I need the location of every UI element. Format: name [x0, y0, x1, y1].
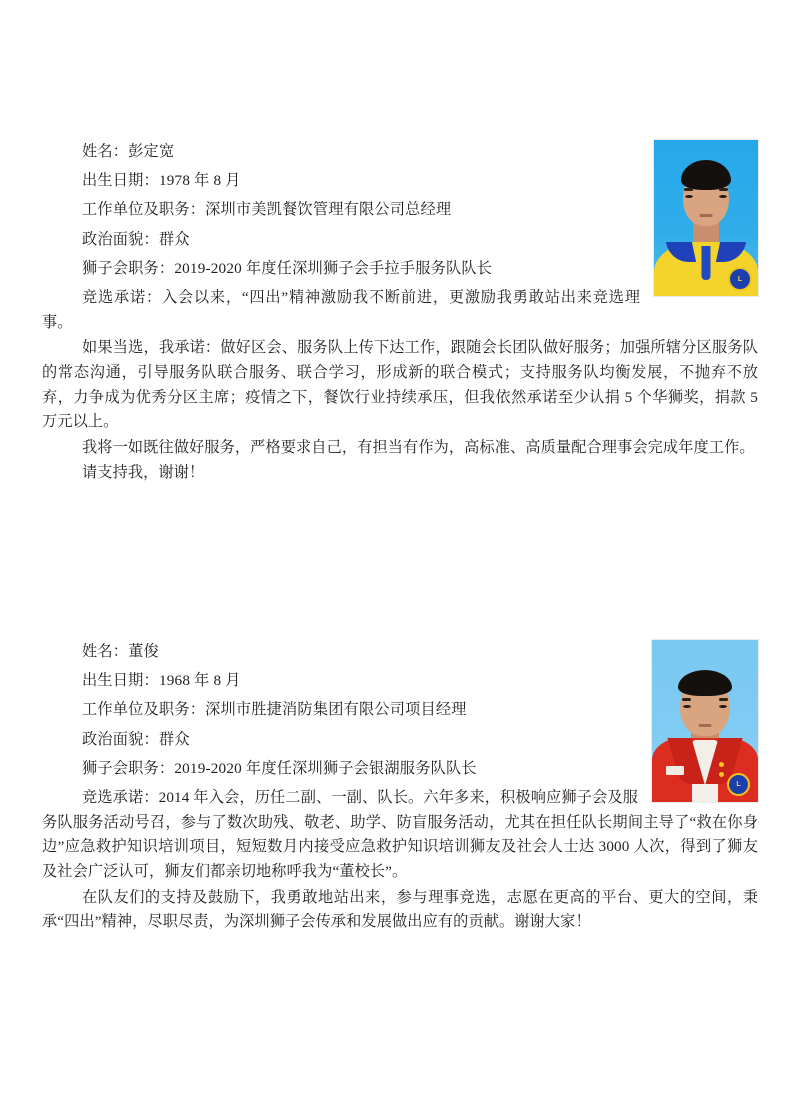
portrait-eye-right — [719, 195, 727, 198]
portrait-mouth — [700, 214, 713, 217]
service-statement-paragraph: 我将一如既往做好服务，严格要求自己，有担当有作为，高标准、高质量配合理事会完成年度工作。 — [82, 438, 755, 456]
field-label: 工作单位及职务： — [82, 201, 206, 219]
portrait-eyebrow-left — [682, 698, 691, 701]
field-label: 政治面貌： — [82, 730, 159, 748]
field-label: 出生日期： — [82, 672, 159, 690]
candidate-section — [42, 640, 758, 935]
field-value: 群众 — [158, 730, 190, 748]
polo-collar-right — [716, 242, 746, 262]
field-value: 2019-2020 年度任深圳狮子会银湖服务队队长 — [174, 759, 477, 777]
candidate-section — [42, 140, 758, 486]
field-employer-position — [42, 198, 758, 223]
candidate-portrait-photo — [654, 140, 758, 296]
field-value: 深圳市胜捷消防集团有限公司项目经理 — [205, 701, 467, 719]
field-label: 工作单位及职务： — [82, 701, 206, 719]
lapel-pin-icon — [719, 762, 724, 767]
field-label: 狮子会职务： — [82, 259, 175, 277]
portrait-mouth — [699, 724, 712, 727]
closing-paragraph: 在队友们的支持及鼓励下，我勇敢地站出来，参与理事竞选，志愿在更高的平台、更大的空间，秉承“四出”精神，尽职尽责，为深圳狮子会传承和发展做出应有的贡献。谢谢大家！ — [42, 888, 758, 931]
field-birthdate — [42, 169, 758, 194]
polo-collar-left — [666, 242, 696, 262]
polo-placket — [702, 246, 711, 280]
field-name — [42, 140, 758, 165]
portrait-eyebrow-right — [719, 188, 728, 191]
field-value: 董俊 — [128, 643, 159, 660]
field-lions-club-position — [42, 757, 758, 782]
campaign-pledge-paragraph: 竞选承诺：2014 年入会，历任二副、一副、队长。六年多来，积极响应狮子会及服务队服务活动号召，参与了数次助残、敬老、助学、防盲服务活动，尤其在担任队长期间主导了“救在你身边”应急救护知识培训项目，短短数月内接受应急救护知识培训狮友及社会人士达 3000 人次，得到了狮友及社会广泛认可，狮友们都亲切地称呼我为“董校长”。 — [42, 788, 758, 881]
portrait-eye-right — [719, 705, 727, 708]
field-label: 姓名： — [82, 143, 129, 160]
field-birthdate — [42, 669, 758, 694]
field-value: 深圳市美凯餐饮管理有限公司总经理 — [205, 201, 452, 219]
field-value: 1978 年 8 月 — [158, 172, 241, 190]
campaign-pledge-paragraph: 竞选承诺：入会以来，“四出”精神激励我不断前进，更激励我勇敢站出来竞选理事。 — [42, 288, 640, 331]
closing-paragraph: 请支持我，谢谢！ — [82, 464, 205, 481]
field-label: 政治面貌： — [82, 230, 159, 248]
field-lions-club-position — [42, 257, 758, 282]
lions-club-emblem-icon: L — [727, 773, 750, 796]
blazer-name-badge — [666, 766, 684, 775]
candidate-field-list — [42, 640, 758, 781]
lapel-pin-icon — [719, 772, 724, 777]
field-value: 彭定宽 — [128, 143, 175, 160]
field-name — [42, 640, 758, 665]
field-label: 姓名： — [82, 643, 129, 660]
portrait-eyebrow-right — [719, 698, 728, 701]
field-employer-position — [42, 698, 758, 723]
portrait-eyebrow-left — [684, 188, 693, 191]
field-label: 出生日期： — [82, 172, 159, 190]
candidate-field-list — [42, 140, 758, 281]
field-value: 2019-2020 年度任深圳狮子会手拉手服务队队长 — [174, 259, 493, 277]
commitment-paragraph: 如果当选，我承诺：做好区会、服务队上传下达工作，跟随会长团队做好服务；加强所辖分区服务队的常态沟通，引导服务队联合服务、联合学习，形成新的联合模式；支持服务队均衡发展，不抛弃不放弃，力争成为优秀分区主席；疫情之下，餐饮行业持续承压，但我依然承诺至少认捐 5 个华狮奖，捐款 5 万元以上。 — [42, 338, 758, 431]
portrait-eye-left — [683, 705, 691, 708]
field-value: 1968 年 8 月 — [158, 672, 241, 690]
lions-club-emblem-icon: L — [728, 267, 752, 291]
candidate-portrait-photo — [652, 640, 758, 802]
field-value: 群众 — [158, 230, 190, 248]
field-political-status — [42, 728, 758, 753]
field-political-status — [42, 228, 758, 253]
portrait-eye-left — [685, 195, 693, 198]
field-label: 狮子会职务： — [82, 759, 175, 777]
